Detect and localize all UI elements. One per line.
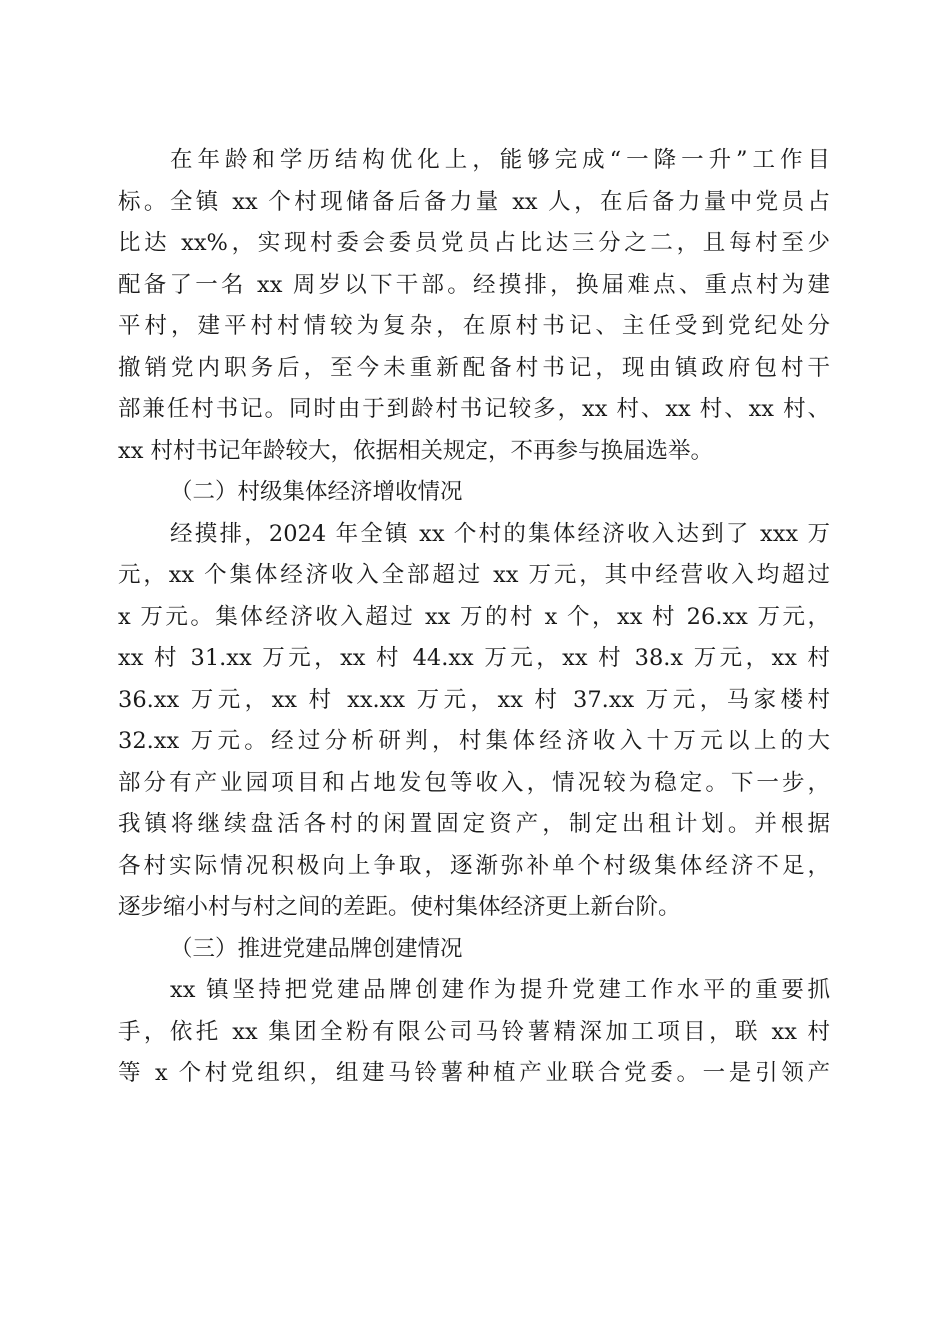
paragraph-1-line: 部兼任村书记。同时由于到龄村书记较多，xx 村、xx 村、xx 村、 — [118, 396, 830, 422]
paragraph-2-line: 元，xx 个集体经济收入全部超过 xx 万元，其中经营收入均超过 — [118, 562, 830, 588]
paragraph-3-line: 手，依托 xx 集团全粉有限公司马铃薯精深加工项目，联 xx 村 — [118, 1018, 830, 1045]
paragraph-3-line: 等 x 个村党组织，组建马铃薯种植产业联合党委。一是引领产 — [118, 1060, 830, 1086]
paragraph-1-line: 在年龄和学历结构优化上，能够完成“一降一升”工作目 — [170, 147, 830, 173]
paragraph-2-line: 经摸排，2024 年全镇 xx 个村的集体经济收入达到了 xxx 万 — [170, 520, 830, 547]
paragraph-1-line: xx 村村书记年龄较大，依据相关规定，不再参与换届选举。 — [118, 437, 714, 464]
paragraph-2-line: x 万元。集体经济收入超过 xx 万的村 x 个，xx 村 26.xx 万元， — [118, 603, 830, 630]
document-body — [118, 140, 830, 1095]
paragraph-2-line: 部分有产业园项目和占地发包等收入，情况较为稳定。下一步， — [118, 769, 830, 796]
paragraph-2-line: xx 村 31.xx 万元，xx 村 44.xx 万元，xx 村 38.x 万元，xx 村 — [118, 645, 830, 671]
paragraph-2-line: 逐步缩小村与村之间的差距。使村集体经济更上新台阶。 — [118, 894, 681, 920]
paragraph-2-line: 各村实际情况积极向上争取，逐渐弥补单个村级集体经济不足， — [118, 852, 830, 879]
paragraph-2-line: 32.xx 万元。经过分析研判，村集体经济收入十万元以上的大 — [118, 728, 830, 754]
paragraph-1-line: 比达 xx%，实现村委会委员党员占比达三分之二，且每村至少 — [118, 230, 830, 256]
paragraph-2-line: 36.xx 万元，xx 村 xx.xx 万元，xx 村 37.xx 万元，马家楼村 — [118, 686, 830, 713]
paragraph-2-line: 我镇将继续盘活各村的闲置固定资产，制定出租计划。并根据 — [118, 811, 830, 837]
paragraph-1-line: 配备了一名 xx 周岁以下干部。经摸排，换届难点、重点村为建 — [118, 271, 830, 298]
paragraph-1-line: 撤销党内职务后，至今未重新配备村书记，现由镇政府包村干 — [118, 354, 830, 381]
paragraph-1-line: 标。全镇 xx 个村现储备后备力量 xx 人，在后备力量中党员占 — [118, 188, 830, 215]
section-heading-3: （三）推进党建品牌创建情况 — [170, 935, 463, 962]
section-heading-2: （二）村级集体经济增收情况 — [170, 479, 463, 505]
paragraph-3-line: xx 镇坚持把党建品牌创建作为提升党建工作水平的重要抓 — [170, 977, 830, 1003]
paragraph-1-line: 平村，建平村村情较为复杂，在原村书记、主任受到党纪处分 — [118, 313, 830, 339]
